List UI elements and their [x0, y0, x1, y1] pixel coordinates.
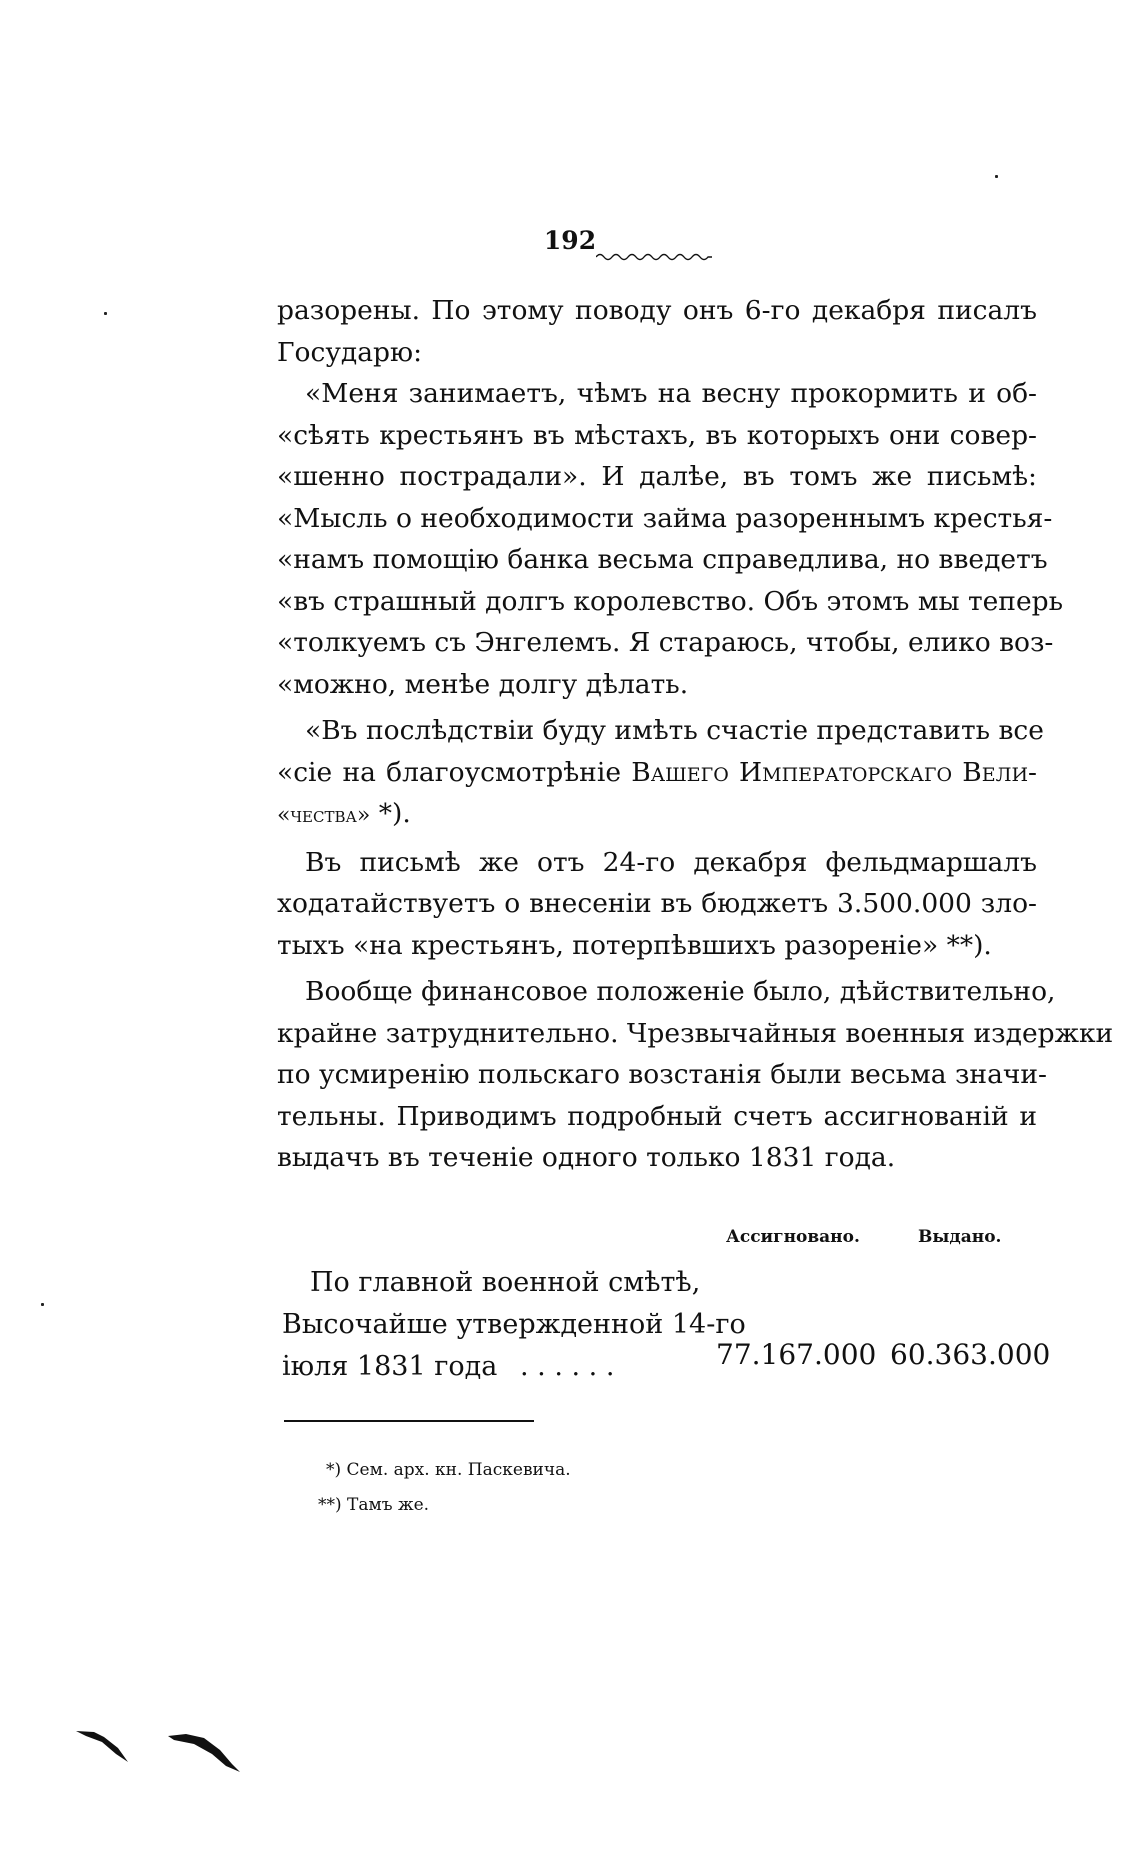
page-number: 192 — [543, 226, 597, 255]
assigned-amount: 77.167.000 — [716, 1338, 877, 1371]
text-line: Въ письмѣ же отъ 24-го декабря фельдмаршалъ — [305, 846, 1037, 878]
column-header-issued: Выдано. — [918, 1227, 1002, 1247]
text-line: крайне затруднительно. Чрезвычайныя военныя издержки — [277, 1017, 1114, 1049]
text-line: «намъ помощію банка весьма справедлива, но введетъ — [277, 544, 1048, 575]
text-line: «Меня занимаетъ, чѣмъ на весну прокормить и об- — [305, 378, 1037, 409]
table-row-label: іюля 1831 года — [282, 1351, 498, 1382]
paragraph-2 — [277, 373, 1037, 415]
page-number-ornament — [596, 252, 712, 262]
scan-artifact-icon — [74, 1728, 254, 1776]
text-line: «сѣять крестьянъ въ мѣстахъ, въ которыхъ они совер- — [277, 419, 1037, 451]
text-line: выдачъ въ теченіе одного только 1831 года. — [277, 1142, 896, 1173]
footnote-divider — [284, 1420, 534, 1422]
column-header-assigned: Ассигновано. — [726, 1227, 860, 1247]
text-line: «можно, менѣе долгу дѣлать. — [277, 668, 689, 700]
footnote-2: **) Тамъ же. — [318, 1495, 430, 1515]
scan-mark — [41, 1303, 44, 1306]
table-row-label: По главной военной смѣтѣ, — [310, 1267, 701, 1298]
title-smallcaps: «чества» — [277, 803, 371, 828]
text-line: «Мысль о необходимости займа разореннымъ крестья- — [277, 502, 1053, 534]
text-line: «шенно пострадали». И далѣе, въ томъ же письмѣ: — [277, 461, 1037, 492]
text-line — [277, 793, 1037, 837]
text-line: тельны. Приводимъ подробный счетъ ассигнованій и — [277, 1100, 1037, 1132]
issued-amount: 60.363.000 — [890, 1338, 1051, 1371]
scan-mark — [995, 175, 998, 178]
body-text — [277, 290, 1114, 1179]
paragraph-4 — [277, 842, 1037, 967]
text-line — [277, 752, 1037, 794]
paragraph-5 — [277, 971, 1114, 1179]
table-row-label: Высочайше утвержденной 14-го — [282, 1309, 746, 1340]
paragraph-3 — [277, 710, 1044, 837]
dot-leader: . . . . . . — [520, 1351, 615, 1382]
footnote-ref: *). — [370, 798, 411, 829]
text-line: ходатайствуетъ о внесеніи въ бюджетъ 3.500.000 зло- — [277, 888, 1037, 919]
text-line: тыхъ «на крестьянъ, потерпѣвшихъ разореніе» **). — [277, 929, 992, 961]
text-line: «въ страшный долгъ королевство. Объ этомъ мы теперь — [277, 585, 1064, 617]
text-line: разорены. По этому поводу онъ 6-го декабря писалъ — [277, 295, 1037, 326]
text-line: Государю: — [277, 336, 423, 368]
paragraph-2-cont — [277, 415, 1064, 706]
footnote-1: *) Сем. арх. кн. Паскевича. — [326, 1460, 571, 1480]
scan-mark — [104, 312, 107, 315]
paragraph-1 — [277, 290, 1037, 373]
text-fragment: «сіе на благоусмотрѣніе — [277, 756, 632, 788]
title-smallcaps: Вашего Императорскаго Вели- — [631, 756, 1037, 788]
text-line: «толкуемъ съ Энгелемъ. Я стараюсь, чтобы, елико воз- — [277, 627, 1054, 658]
text-line: «Въ послѣдствіи буду имѣть счастіе представить все — [305, 715, 1044, 746]
text-line: Вообще финансовое положеніе было, дѣйствительно, — [305, 976, 1056, 1007]
text-line: по усмиренію польскаго возстанія были весьма значи- — [277, 1059, 1048, 1090]
